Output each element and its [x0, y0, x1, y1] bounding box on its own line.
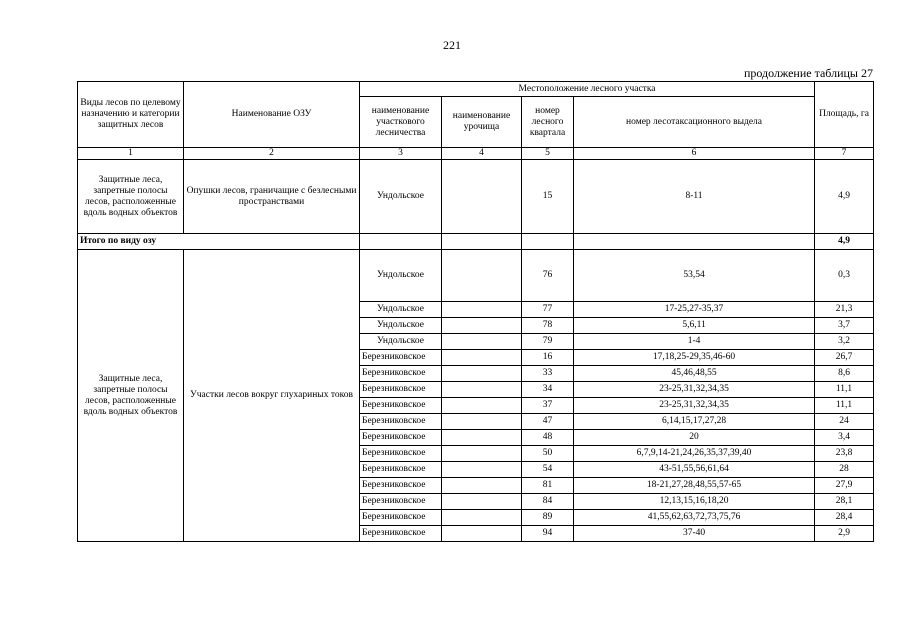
- district-cell: Березниковское: [360, 350, 442, 366]
- ozu-name-cell: Опушки лесов, граничащие с безлесными пространствами: [184, 160, 360, 234]
- allotment-cell: 17,18,25-29,35,46-60: [574, 350, 815, 366]
- tract-cell: [442, 250, 522, 302]
- allotment-cell: 45,46,48,55: [574, 366, 815, 382]
- column-number: 4: [442, 148, 522, 160]
- area-cell: 27,9: [815, 478, 874, 494]
- quarter-cell: 54: [522, 462, 574, 478]
- table-header: [78, 82, 874, 160]
- ozu-name-cell: Участки лесов вокруг глухариных токов: [184, 250, 360, 542]
- total-row: [78, 234, 874, 250]
- column-number: 7: [815, 148, 874, 160]
- allotment-cell: 23-25,31,32,34,35: [574, 398, 815, 414]
- forest-type-cell: Защитные леса, запретные полосы лесов, расположенные вдоль водных объектов: [78, 250, 184, 542]
- table-row: [78, 160, 874, 234]
- header-quarter: номер лесного квартала: [522, 97, 574, 148]
- tract-cell: [442, 430, 522, 446]
- allotment-cell: 41,55,62,63,72,73,75,76: [574, 510, 815, 526]
- district-cell: Березниковское: [360, 430, 442, 446]
- allotment-cell: 17-25,27-35,37: [574, 302, 815, 318]
- quarter-cell: 15: [522, 160, 574, 234]
- total-area: 4,9: [815, 234, 874, 250]
- district-cell: Березниковское: [360, 366, 442, 382]
- area-cell: 11,1: [815, 382, 874, 398]
- allotment-cell: 37-40: [574, 526, 815, 542]
- tract-cell: [442, 318, 522, 334]
- district-cell: Березниковское: [360, 478, 442, 494]
- allotment-cell: 8-11: [574, 160, 815, 234]
- tract-cell: [442, 398, 522, 414]
- tract-cell: [442, 366, 522, 382]
- quarter-cell: 34: [522, 382, 574, 398]
- total-empty-cell: [574, 234, 815, 250]
- header-tract: наименование урочища: [442, 97, 522, 148]
- allotment-cell: 53,54: [574, 250, 815, 302]
- tract-cell: [442, 526, 522, 542]
- allotment-cell: 1-4: [574, 334, 815, 350]
- quarter-cell: 76: [522, 250, 574, 302]
- tract-cell: [442, 302, 522, 318]
- quarter-cell: 47: [522, 414, 574, 430]
- quarter-cell: 78: [522, 318, 574, 334]
- allotment-cell: 12,13,15,16,18,20: [574, 494, 815, 510]
- district-cell: Березниковское: [360, 414, 442, 430]
- tract-cell: [442, 334, 522, 350]
- allotment-cell: 18-21,27,28,48,55,57-65: [574, 478, 815, 494]
- quarter-cell: 48: [522, 430, 574, 446]
- area-cell: 21,3: [815, 302, 874, 318]
- allotment-cell: 20: [574, 430, 815, 446]
- allotment-cell: 5,6,11: [574, 318, 815, 334]
- quarter-cell: 33: [522, 366, 574, 382]
- total-label: Итого по виду озу: [78, 234, 360, 250]
- column-number: 5: [522, 148, 574, 160]
- column-number: 6: [574, 148, 815, 160]
- tract-cell: [442, 494, 522, 510]
- quarter-cell: 77: [522, 302, 574, 318]
- area-cell: 24: [815, 414, 874, 430]
- district-cell: Березниковское: [360, 382, 442, 398]
- district-cell: Ундольское: [360, 250, 442, 302]
- section-grouse-leks: [78, 250, 874, 542]
- district-cell: Березниковское: [360, 526, 442, 542]
- area-cell: 28: [815, 462, 874, 478]
- district-cell: Ундольское: [360, 302, 442, 318]
- header-forest-type: Виды лесов по целевому назначению и категории защитных лесов: [78, 82, 184, 148]
- area-cell: 28,4: [815, 510, 874, 526]
- district-cell: Березниковское: [360, 398, 442, 414]
- table-row: [78, 250, 874, 302]
- forest-plots-table: [77, 81, 874, 542]
- section-forest-edges: [78, 160, 874, 250]
- table-continuation-label: продолжение таблицы 27: [743, 66, 873, 80]
- area-cell: 8,6: [815, 366, 874, 382]
- header-district: наименование участкового лесничества: [360, 97, 442, 148]
- quarter-cell: 84: [522, 494, 574, 510]
- total-empty-cell: [442, 234, 522, 250]
- page-number: 221: [443, 38, 461, 52]
- quarter-cell: 50: [522, 446, 574, 462]
- quarter-cell: 81: [522, 478, 574, 494]
- column-number-row: [78, 148, 874, 160]
- quarter-cell: 94: [522, 526, 574, 542]
- district-cell: Ундольское: [360, 160, 442, 234]
- tract-cell: [442, 160, 522, 234]
- area-cell: 3,7: [815, 318, 874, 334]
- column-number: 2: [184, 148, 360, 160]
- column-number: 3: [360, 148, 442, 160]
- forest-type-cell: Защитные леса, запретные полосы лесов, расположенные вдоль водных объектов: [78, 160, 184, 234]
- quarter-cell: 89: [522, 510, 574, 526]
- area-cell: 28,1: [815, 494, 874, 510]
- district-cell: Березниковское: [360, 494, 442, 510]
- header-area: Площадь, га: [815, 82, 874, 148]
- district-cell: Березниковское: [360, 446, 442, 462]
- tract-cell: [442, 350, 522, 366]
- total-empty-cell: [360, 234, 442, 250]
- tract-cell: [442, 446, 522, 462]
- tract-cell: [442, 462, 522, 478]
- area-cell: 3,4: [815, 430, 874, 446]
- allotment-cell: 43-51,55,56,61,64: [574, 462, 815, 478]
- district-cell: Ундольское: [360, 318, 442, 334]
- header-allotment: номер лесотаксационного выдела: [574, 97, 815, 148]
- tract-cell: [442, 414, 522, 430]
- header-location: Местоположение лесного участка: [360, 82, 815, 97]
- quarter-cell: 37: [522, 398, 574, 414]
- allotment-cell: 6,14,15,17,27,28: [574, 414, 815, 430]
- tract-cell: [442, 510, 522, 526]
- allotment-cell: 23-25,31,32,34,35: [574, 382, 815, 398]
- area-cell: 26,7: [815, 350, 874, 366]
- quarter-cell: 16: [522, 350, 574, 366]
- area-cell: 11,1: [815, 398, 874, 414]
- allotment-cell: 6,7,9,14-21,24,26,35,37,39,40: [574, 446, 815, 462]
- column-number: 1: [78, 148, 184, 160]
- quarter-cell: 79: [522, 334, 574, 350]
- district-cell: Березниковское: [360, 510, 442, 526]
- area-cell: 0,3: [815, 250, 874, 302]
- area-cell: 3,2: [815, 334, 874, 350]
- area-cell: 4,9: [815, 160, 874, 234]
- tract-cell: [442, 382, 522, 398]
- district-cell: Ундольское: [360, 334, 442, 350]
- district-cell: Березниковское: [360, 462, 442, 478]
- header-ozu-name: Наименование ОЗУ: [184, 82, 360, 148]
- area-cell: 23,8: [815, 446, 874, 462]
- area-cell: 2,9: [815, 526, 874, 542]
- total-empty-cell: [522, 234, 574, 250]
- tract-cell: [442, 478, 522, 494]
